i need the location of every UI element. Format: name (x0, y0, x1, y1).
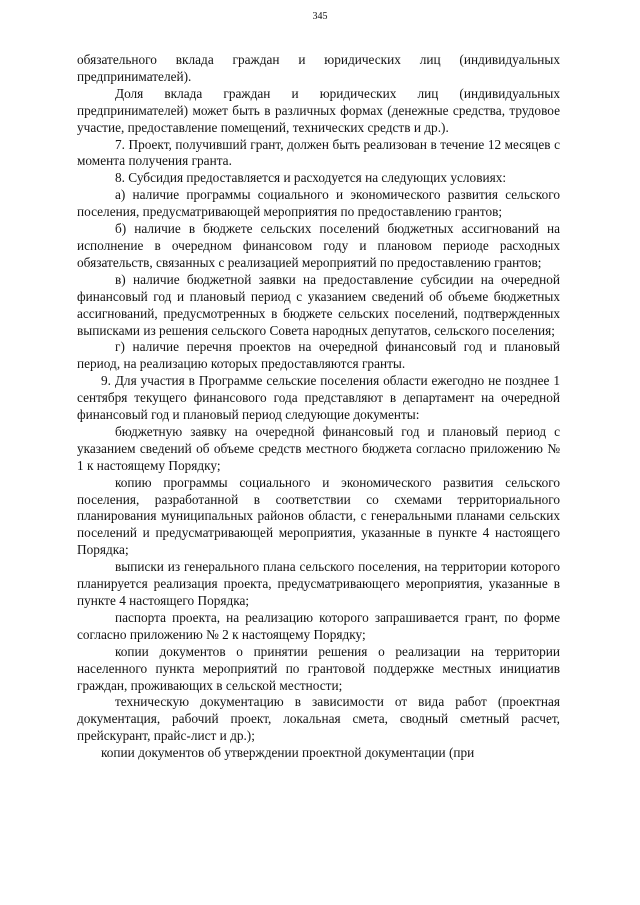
document-body (77, 52, 560, 762)
paragraph-9: 9. Для участия в Программе сельские поселения области ежегодно не позднее 1 сентября текущего финансового года представляют в департамент на очередной финансовый год и плановый период следующие документы: (77, 373, 560, 423)
paragraph-14: копии документов о принятии решения о реализации на территории населенного пункта мероприятий по грантовой поддержке местных инициатив граждан, проживающих в сельской местности; (77, 643, 560, 693)
paragraph-16: копии документов об утверждении проектной документации (при (101, 745, 475, 761)
page-number: 345 (312, 11, 328, 22)
paragraph-5: а) наличие программы социального и экономического развития сельского поселения, предусматривающей мероприятия по предоставлению грантов; (77, 187, 560, 220)
paragraph-10: бюджетную заявку на очередной финансовый год и плановый период с указанием сведений об объеме средств местного бюджета согласно приложению № 1 к настоящему Порядку; (77, 423, 560, 473)
paragraph-7: в) наличие бюджетной заявки на предоставление субсидии на очередной финансовый год и плановый период с указанием сведений об объеме бюджетных ассигнований, предусмотренных в бюджете сельских поселений, подтвержденных выписками из решения сельского Совета народных депутатов, сельского поселения; (77, 271, 560, 338)
paragraph-12: выписки из генерального плана сельского поселения, на территории которого планируется реализация проекта, предусматривающего мероприятия, указанные в пункте 4 настоящего Порядка; (77, 559, 560, 608)
paragraph-15: техническую документацию в зависимости от вида работ (проектная документация, рабочий проект, локальная смета, сводный сметный расчет, прейскурант, прайс-лист и др.); (77, 694, 560, 744)
paragraph-4: 8. Субсидия предоставляется и расходуется на следующих условиях: (115, 170, 507, 186)
paragraph-3: 7. Проект, получивший грант, должен быть реализован в течение 12 месяцев с момента получения гранта. (77, 136, 560, 169)
paragraph-6: б) наличие в бюджете сельских поселений бюджетных ассигнований на исполнение в очередном финансовом году и плановом периоде расходных обязательств, связанных с реализацией мероприятий по предоставлению грантов; (77, 221, 560, 270)
paragraph-8: г) наличие перечня проектов на очередной финансовый год и плановый период, на реализацию которых предоставляются гранты. (77, 339, 560, 372)
paragraph-2: Доля вклада граждан и юридических лиц (индивидуальных предпринимателей) может быть в различных формах (денежные средства, трудовое участие, предоставление помещений, технических средств и др.). (77, 85, 560, 135)
paragraph-13: паспорта проекта, на реализацию которого запрашивается грант, по форме согласно приложению № 2 к настоящему Порядку; (77, 609, 560, 642)
paragraph-1: обязательного вклада граждан и юридических лиц (индивидуальных предпринимателей). (77, 52, 560, 84)
paragraph-11: копию программы социального и экономического развития сельского поселения, разработанной в соответствии со схемами территориального планирования муниципальных районов области, с генеральными планами сельских поселений и предусматривающей мероприятия, указанные в пункте 4 настоящего Порядка; (77, 474, 560, 558)
